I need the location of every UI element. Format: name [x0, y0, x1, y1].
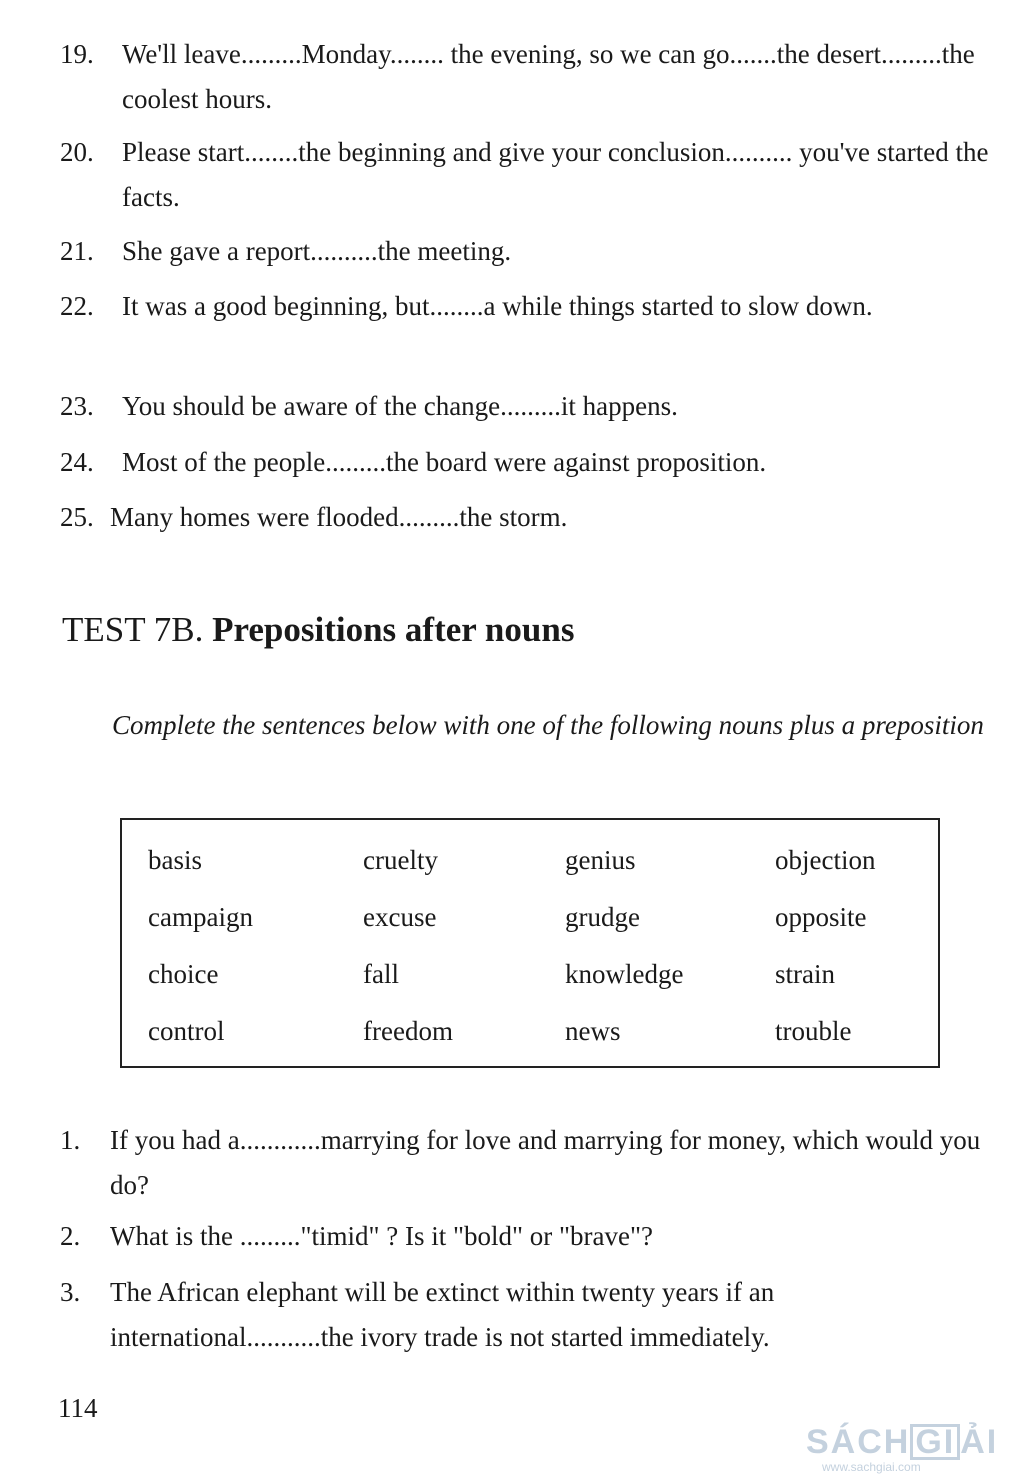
- section-code: TEST 7B.: [62, 610, 204, 649]
- word: trouble: [775, 1016, 852, 1046]
- watermark-url: www.sachgiai.com: [822, 1460, 921, 1474]
- item-number: 24.: [60, 447, 94, 477]
- word: grudge: [565, 902, 640, 932]
- item-text: What is the ........."timid" ? Is it "bold" or "brave"?: [110, 1221, 654, 1251]
- watermark-brand-boxed: GI: [910, 1424, 960, 1460]
- word: basis: [148, 845, 202, 875]
- word: choice: [148, 959, 219, 989]
- exercise-item-19: [60, 32, 990, 122]
- exercise-item-24: [60, 440, 990, 485]
- item-text: She gave a report..........the meeting.: [122, 236, 512, 266]
- word: freedom: [363, 1016, 453, 1046]
- word: objection: [775, 845, 876, 875]
- item-text: Please start........the beginning and give your conclusion.......... you've started the facts.: [122, 137, 989, 212]
- word: genius: [565, 845, 636, 875]
- word: news: [565, 1016, 621, 1046]
- exercise-item-2: [60, 1214, 990, 1259]
- word: campaign: [148, 902, 253, 932]
- item-number: 19.: [60, 39, 94, 69]
- word-grid: [148, 832, 945, 1060]
- item-number: 25.: [60, 502, 94, 532]
- item-number: 22.: [60, 291, 94, 321]
- word: fall: [363, 959, 399, 989]
- item-number: 3.: [60, 1277, 81, 1307]
- item-text: The African elephant will be extinct within twenty years if an international...........the ivory trade is not started immediately.: [110, 1277, 775, 1352]
- word: knowledge: [565, 959, 684, 989]
- section-heading: [62, 602, 574, 658]
- item-text: You should be aware of the change.........it happens.: [122, 391, 678, 421]
- instruction-text: Complete the sentences below with one of the following nouns plus a preposition: [112, 710, 984, 740]
- exercise-item-20: [60, 130, 990, 220]
- item-number: 23.: [60, 391, 94, 421]
- item-text: If you had a............marrying for love and marrying for money, which would you do?: [110, 1125, 981, 1200]
- watermark-logo: [806, 1424, 1016, 1478]
- exercise-item-23: [60, 384, 990, 429]
- item-number: 2.: [60, 1221, 81, 1251]
- word-box: [120, 818, 940, 1068]
- section-title: Prepositions after nouns: [212, 610, 575, 649]
- exercise-item-1: [60, 1118, 990, 1208]
- exercise-item-21: [60, 229, 990, 274]
- page-number: 114: [58, 1393, 98, 1423]
- item-number: 20.: [60, 137, 94, 167]
- item-text: It was a good beginning, but........a while things started to slow down.: [122, 291, 873, 321]
- exercise-item-22: [60, 284, 990, 329]
- exercise-item-25: [60, 495, 990, 540]
- word: cruelty: [363, 845, 438, 875]
- item-text: We'll leave.........Monday........ the evening, so we can go.......the desert.........the coolest hours.: [122, 39, 975, 114]
- item-number: 1.: [60, 1125, 81, 1155]
- watermark-brand-right: ẢI: [960, 1423, 999, 1461]
- item-number: 21.: [60, 236, 94, 266]
- word: strain: [775, 959, 835, 989]
- item-text: Most of the people.........the board were against proposition.: [122, 447, 767, 477]
- item-text: Many homes were flooded.........the storm.: [110, 502, 568, 532]
- word: control: [148, 1016, 225, 1046]
- watermark-brand-left: SÁCH: [806, 1423, 911, 1461]
- word: excuse: [363, 902, 437, 932]
- word: opposite: [775, 902, 867, 932]
- watermark-brand: [806, 1424, 1016, 1460]
- exercise-item-3: [60, 1270, 990, 1360]
